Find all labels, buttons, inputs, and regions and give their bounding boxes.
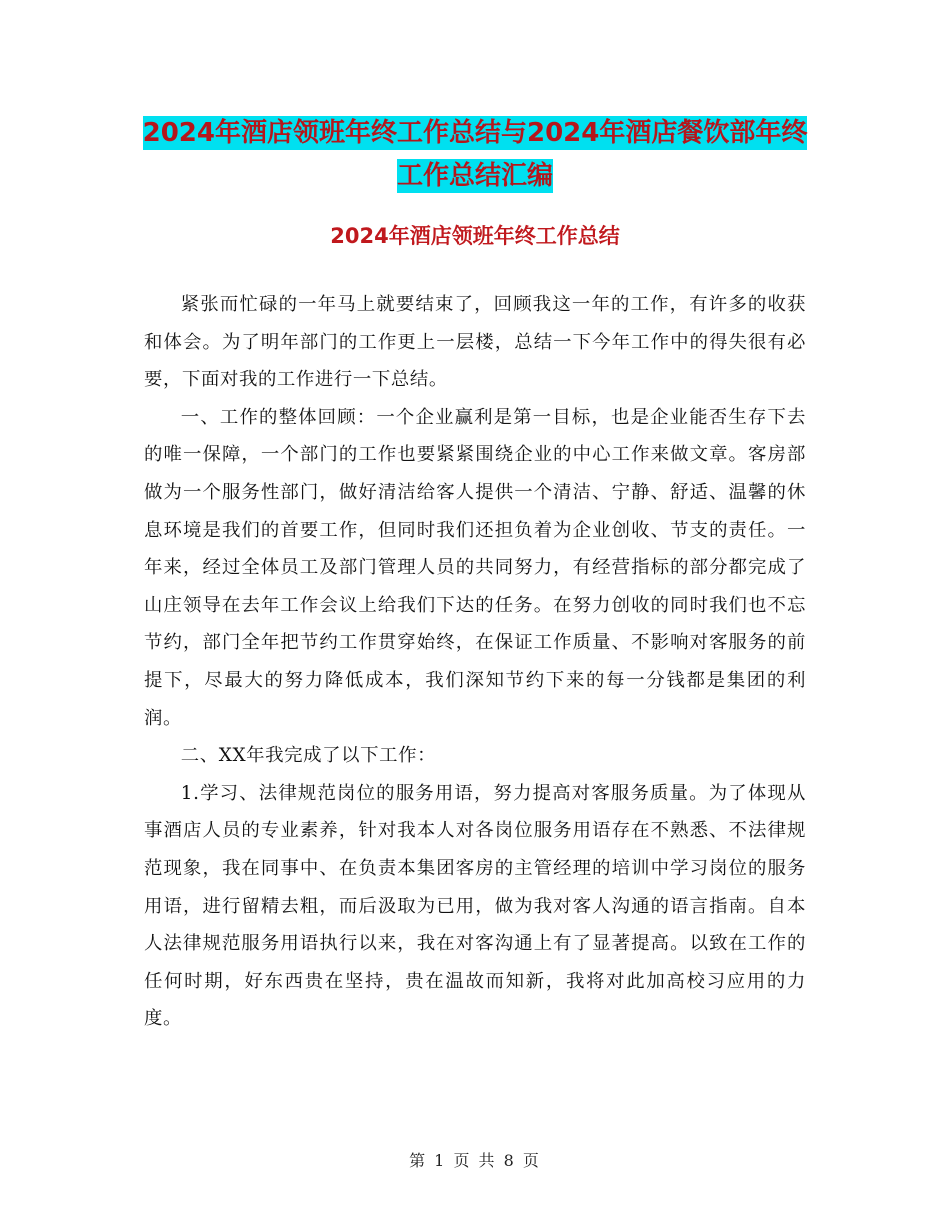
section-title: 2024年酒店领班年终工作总结 <box>330 224 620 248</box>
paragraph: 紧张而忙碌的一年马上就要结束了，回顾我这一年的工作，有许多的收获和体会。为了明年部门的工作更上一层楼，总结一下今年工作中的得失很有必要，下面对我的工作进行一下总结。 <box>144 294 806 391</box>
paragraph: 一、工作的整体回顾：一个企业赢利是第一目标，也是企业能否生存下去的唯一保障，一个部门的工作也要紧紧围绕企业的中心工作来做文章。客房部做为一个服务性部门，做好清洁给客人提供一个清洁、宁静、舒适、温馨的休息环境是我们的首要工作，但同时我们还担负着为企业创收、节支的责任。一年来，经过全体员工及部门管理人员的共同努力，有经营指标的部分都完成了山庄领导在去年工作会议上给我们下达的任务。在努力创收的同时我们也不忘节约，部门全年把节约工作贯穿始终，在保证工作质量、不影响对客服务的前提下，尽最大的努力降低成本，我们深知节约下来的每一分钱都是集团的利润。 <box>144 406 806 729</box>
document-title-text: 2024年酒店领班年终工作总结与2024年酒店餐饮部年终工作总结汇编 <box>142 118 808 191</box>
paragraph: 1.学习、法律规范岗位的服务用语，努力提高对客服务质量。为了体现从事酒店人员的专业素养，针对我本人对各岗位服务用语存在不熟悉、不法律规范现象，我在同事中、在负责本集团客房的主管经理的培训中学习岗位的服务用语，进行留精去粗，而后汲取为已用，做为我对客人沟通的语言指南。自本人法律规范服务用语执行以来，我在对客沟通上有了显著提高。以致在工作的任何时期，好东西贵在坚持，贵在温故而知新，我将对此加高校习应用的力度。 <box>144 782 806 1030</box>
document-title <box>140 112 810 198</box>
paragraph: 二、XX年我完成了以下工作： <box>180 745 437 767</box>
document-body <box>144 286 806 1038</box>
page-number-footer: 第 1 页 共 8 页 <box>409 1151 541 1170</box>
